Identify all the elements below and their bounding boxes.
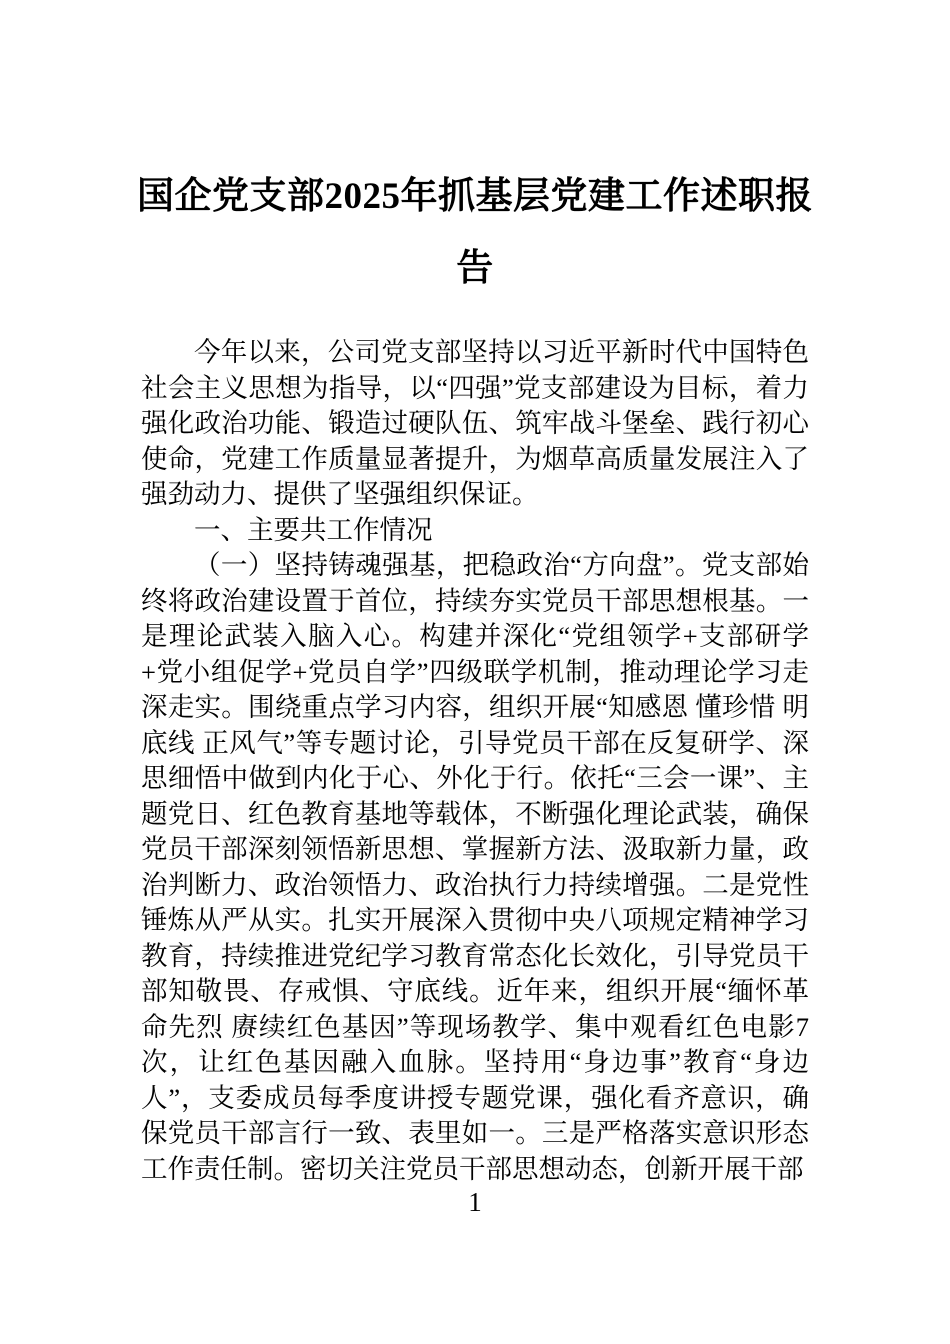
section-heading: 一、主要共工作情况 (194, 514, 433, 545)
document-body (141, 335, 809, 1187)
page-number: 1 (468, 1187, 482, 1217)
section-body-paragraph: （一）坚持铸魂强基，把稳政治“方向盘”。党支部始终将政治建设置于首位，持续夯实党员干部思想根基。一是理论武装入脑入心。构建并深化“党组领学+支部研学+党小组促学+党员自学”四级联学机制，推动理论学习走深走实。围绕重点学习内容，组织开展“知感恩 懂珍惜 明底线 正风气”等专题讨论，引导党员干部在反复研学、深思细悟中做到内化于心、外化于行。依托“三会一课”、主题党日、红色教育基地等载体，不断强化理论武装，确保党员干部深刻领悟新思想、掌握新方法、汲取新力量，政治判断力、政治领悟力、政治执行力持续增强。二是党性锤炼从严从实。扎实开展深入贯彻中央八项规定精神学习教育，持续推进党纪学习教育常态化长效化，引导党员干部知敬畏、存戒惧、守底线。近年来，组织开展“缅怀革命先烈 赓续红色基因”等现场教学、集中观看红色电影7次，让红色基因融入血脉。坚持用“身边事”教育“身边人”，支委成员每季度讲授专题党课，强化看齐意识，确保党员干部言行一致、表里如一。三是严格落实意识形态工作责任制。密切关注党员干部思想动态，创新开展干部 (141, 550, 809, 1184)
document-title: 国企党支部2025年抓基层党建工作述职报告 (137, 176, 813, 289)
intro-paragraph: 今年以来，公司党支部坚持以习近平新时代中国特色社会主义思想为指导，以“四强”党支部建设为目标，着力强化政治功能、锻造过硬队伍、筑牢战斗堡垒、践行初心使命，党建工作质量显著提升，为烟草高质量发展注入了强劲动力、提供了坚强组织保证。 (141, 337, 809, 509)
